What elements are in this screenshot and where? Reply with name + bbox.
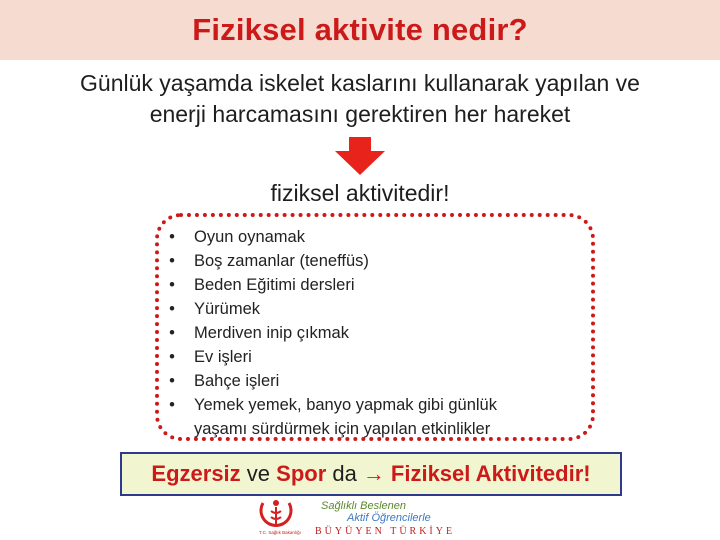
list-item xyxy=(166,297,576,321)
bullet: • xyxy=(169,276,175,294)
list-item xyxy=(166,225,576,249)
list-item xyxy=(166,249,576,273)
bullet: • xyxy=(169,228,175,246)
bullet: • xyxy=(169,396,175,414)
down-arrow-icon xyxy=(335,137,385,175)
ministry-text: T.C. Sağlık Bakanlığı xyxy=(259,530,301,535)
list-item xyxy=(166,345,576,369)
title-bar xyxy=(0,0,720,60)
slide-title: Fiziksel aktivite nedir? xyxy=(192,12,528,47)
list-item-text: Beden Eğitimi dersleri xyxy=(194,276,355,294)
bullet: • xyxy=(169,372,175,390)
slogan-box xyxy=(120,452,622,496)
bullet: • xyxy=(169,348,175,366)
slogan-joiner-ve: ve xyxy=(246,461,271,486)
definition-text xyxy=(20,68,700,130)
examples-list xyxy=(166,225,576,441)
list-item-text-line-1: Yemek yemek, banyo yapmak gibi günlük xyxy=(194,396,497,414)
list-item-text: Oyun oynamak xyxy=(194,228,305,246)
list-item-text: Boş zamanlar (teneffüs) xyxy=(194,252,369,270)
list-item xyxy=(166,393,576,441)
list-item xyxy=(166,369,576,393)
list-item-text: Yürümek xyxy=(194,300,261,318)
brand-line-3: BÜYÜYEN TÜRKİYE xyxy=(315,526,456,537)
conclusion-text: fiziksel aktivitedir! xyxy=(270,180,450,206)
list-item-text: Bahçe işleri xyxy=(194,372,280,390)
list-item-text: Ev işleri xyxy=(194,348,252,366)
list-item-text-line-2: yaşamı sürdürmek için yapılan etkinlikler xyxy=(194,420,491,438)
brand-line-1: Sağlıklı Beslenen xyxy=(321,500,406,512)
list-item-text: Merdiven inip çıkmak xyxy=(194,324,349,342)
definition-line-2: enerji harcamasını gerektiren her hareket xyxy=(149,101,571,127)
right-arrow-icon: → xyxy=(362,461,385,486)
list-item xyxy=(166,273,576,297)
list-item xyxy=(166,321,576,345)
slogan-word-spor: Spor xyxy=(276,461,327,486)
slogan-joiner-da: da xyxy=(332,461,357,486)
bullet: • xyxy=(169,300,175,318)
slogan-result: Fiziksel Aktivitedir! xyxy=(390,461,591,486)
bullet: • xyxy=(169,324,175,342)
footer-logo xyxy=(255,497,470,540)
bullet: • xyxy=(169,252,175,270)
brand-line-2: Aktif Öğrencilerle xyxy=(347,512,431,524)
definition-line-1: Günlük yaşamda iskelet kaslarını kullanarak yapılan ve xyxy=(80,70,640,96)
slogan-word-egzersiz: Egzersiz xyxy=(151,461,241,486)
